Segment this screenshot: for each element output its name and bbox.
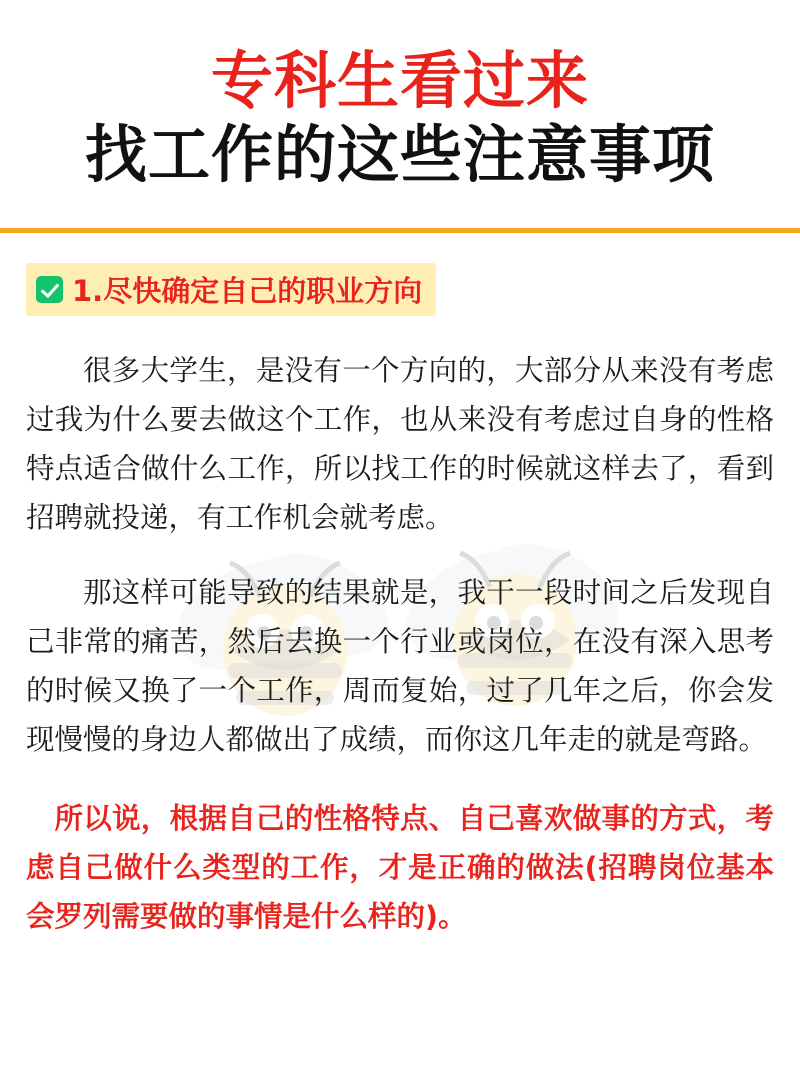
section-heading-label: 1.尽快确定自己的职业方向 (72, 274, 423, 309)
page-title-line-1: 专科生看过来 (210, 44, 589, 117)
page-header (0, 0, 800, 206)
check-square-icon (36, 276, 63, 303)
article-content (0, 233, 800, 961)
page-title-line-2: 找工作的这些注意事项 (84, 117, 715, 191)
body-paragraph-2: 那这样可能导致的结果就是，我干一段时间之后发现自己非常的痛苦，然后去换一个行业或岗位，在没有深入思考的时候又换了一个工作，周而复始，过了几年之后，你会发现慢慢的身边人都做出了成绩，而你这几年走的就是弯路。 (26, 576, 774, 757)
body-paragraph-3-emphasis: 所以说，根据自己的性格特点、自己喜欢做事的方式，考虑自己做什么类型的工作，才是正确的做法(招聘岗位基本会罗列需要做的事情是什么样的)。 (26, 802, 774, 934)
body-paragraph-1: 很多大学生，是没有一个方向的，大部分从来没有考虑过我为什么要去做这个工作，也从来没有考虑过自身的性格特点适合做什么工作，所以找工作的时候就这样去了，看到招聘就投递，有工作机会就考虑。 (26, 354, 774, 535)
section-heading-badge (26, 263, 436, 316)
